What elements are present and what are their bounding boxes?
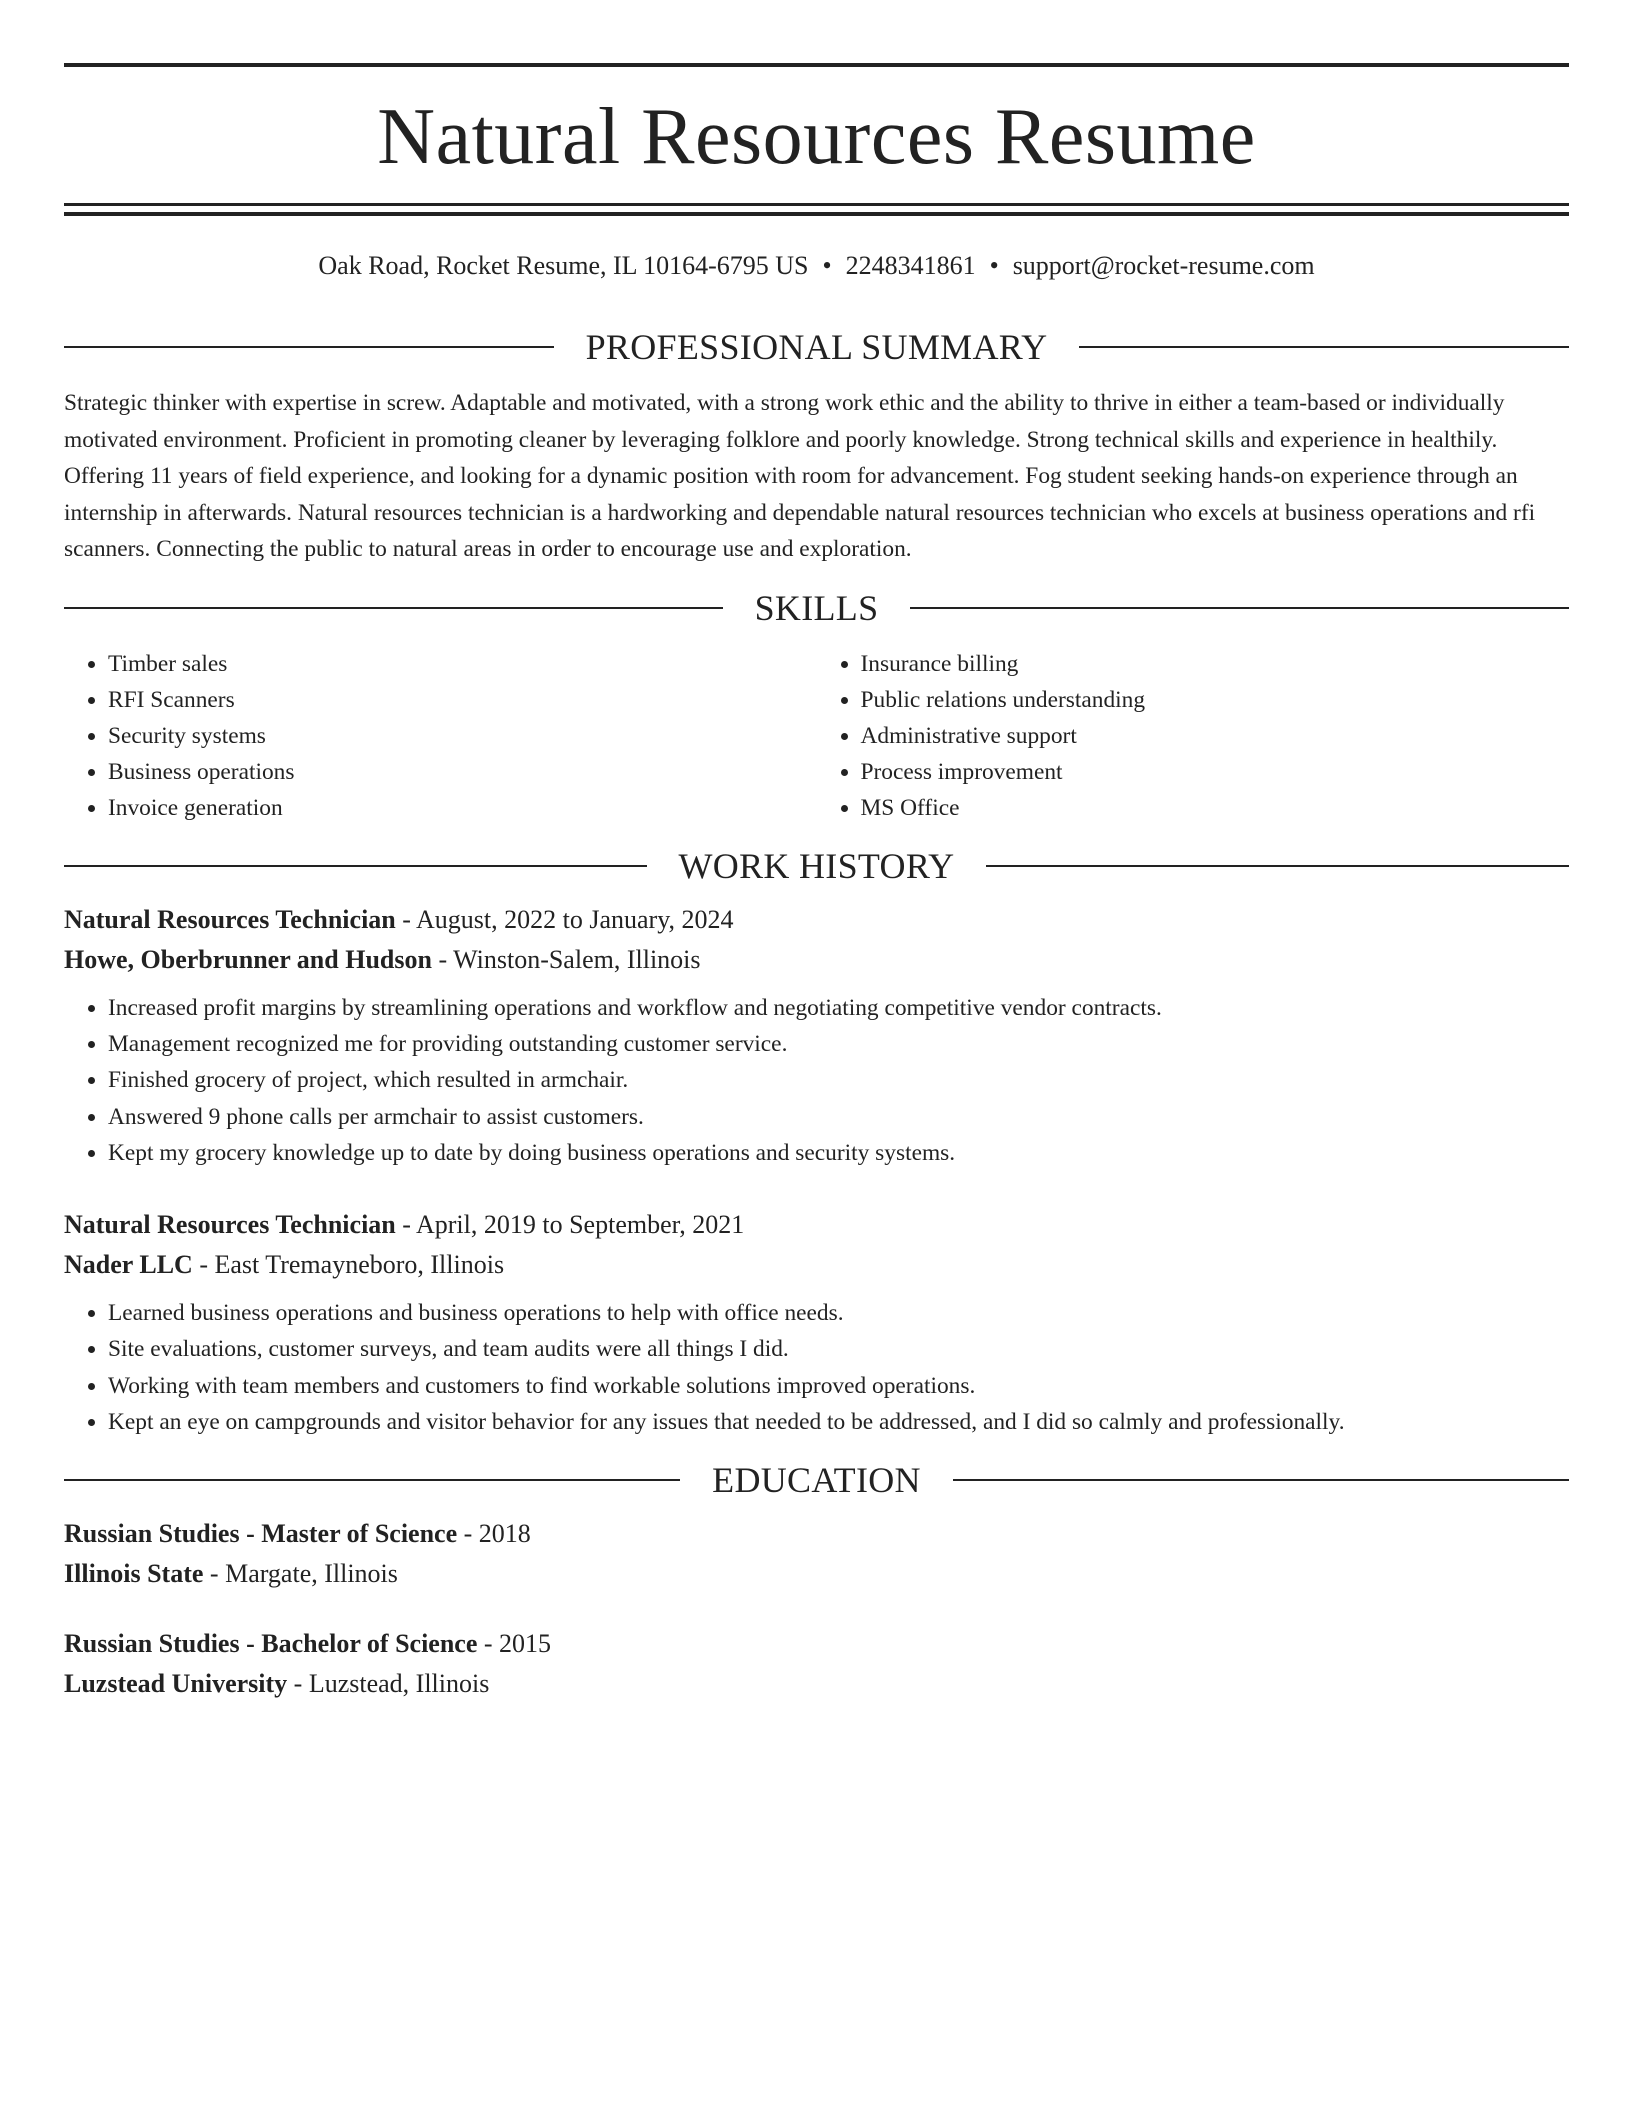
resume-title: Natural Resources Resume	[377, 93, 1256, 181]
skill-item: • RFI Scanners	[108, 682, 817, 718]
job-company: Howe, Oberbrunner and Hudson	[64, 944, 432, 974]
job-bullet: • Finished grocery of project, which resulted in armchair.	[108, 1062, 1569, 1098]
job-dates: - August, 2022 to January, 2024	[395, 904, 734, 934]
job-company: Nader LLC	[64, 1250, 193, 1280]
section-rule	[64, 607, 723, 609]
job-bullet: • Management recognized me for providing outstanding customer service.	[108, 1026, 1569, 1062]
skills-list	[64, 646, 1569, 826]
job-bullet: • Increased profit margins by streamlining operations and workflow and negotiating competitive vendor contracts.	[108, 990, 1569, 1026]
education-location: - Luzstead, Illinois	[287, 1669, 490, 1699]
skill-item: • Insurance billing	[861, 646, 1570, 682]
education-entry	[64, 1514, 1569, 1594]
education-year: - 2018	[457, 1519, 531, 1549]
section-title: WORK HISTORY	[678, 845, 955, 886]
section-rule	[986, 865, 1569, 867]
section-title: EDUCATION	[712, 1460, 921, 1501]
education-entry	[64, 1624, 1569, 1704]
section-title: PROFESSIONAL SUMMARY	[585, 327, 1048, 368]
top-rule	[64, 63, 1569, 67]
skills-column-right	[817, 646, 1570, 826]
education-school-line	[64, 1554, 1569, 1594]
job-title-line	[64, 900, 1569, 940]
contact-separator: •	[989, 251, 999, 280]
skill-item: • MS Office	[861, 790, 1570, 826]
job-entry	[64, 1205, 1569, 1440]
job-title: Natural Resources Technician	[64, 1210, 396, 1240]
job-bullets	[64, 1295, 1569, 1440]
job-bullet: • Answered 9 phone calls per armchair to assist customers.	[108, 1099, 1569, 1135]
skill-item: • Timber sales	[108, 646, 817, 682]
resume-page	[64, 63, 1569, 1704]
skill-item: • Business operations	[108, 754, 817, 790]
job-title: Natural Resources Technician	[64, 904, 396, 934]
job-bullet: • Kept my grocery knowledge up to date by doing business operations and security systems.	[108, 1135, 1569, 1171]
education-location: - Margate, Illinois	[203, 1559, 398, 1589]
job-title-line	[64, 1205, 1569, 1245]
job-company-line	[64, 1245, 1569, 1285]
education-degree-line	[64, 1514, 1569, 1554]
section-header-work	[64, 846, 1569, 886]
job-location: - Winston-Salem, Illinois	[431, 944, 701, 974]
skills-column-left	[64, 646, 817, 826]
job-bullet: • Learned business operations and business operations to help with office needs.	[108, 1295, 1569, 1331]
job-bullet: • Site evaluations, customer surveys, and team audits were all things I did.	[108, 1331, 1569, 1367]
section-rule	[64, 346, 554, 348]
education-degree-line	[64, 1624, 1569, 1664]
contact-address: Oak Road, Rocket Resume, IL 10164-6795 US	[318, 251, 809, 280]
contact-email: support@rocket-resume.com	[1012, 251, 1315, 280]
contact-line	[64, 250, 1569, 281]
education-degree: Russian Studies - Bachelor of Science	[64, 1629, 478, 1659]
education-year: - 2015	[477, 1629, 552, 1659]
contact-separator: •	[822, 251, 832, 280]
skill-item: • Invoice generation	[108, 790, 817, 826]
skill-item: • Security systems	[108, 718, 817, 754]
job-location: - East Tremayneboro, Illinois	[192, 1250, 505, 1280]
title-double-rule	[64, 203, 1569, 216]
section-header-skills	[64, 588, 1569, 628]
contact-phone: 2248341861	[845, 251, 976, 280]
job-bullet: • Kept an eye on campgrounds and visitor behavior for any issues that needed to be addressed, and I did so calmly and professionally.	[108, 1404, 1569, 1440]
job-bullet: • Working with team members and customers to find workable solutions improved operations.	[108, 1368, 1569, 1404]
section-header-education	[64, 1460, 1569, 1500]
section-rule	[64, 1479, 680, 1481]
section-rule	[953, 1479, 1569, 1481]
section-title: SKILLS	[754, 587, 879, 628]
skill-item: • Administrative support	[861, 718, 1570, 754]
education-school: Luzstead University	[64, 1669, 288, 1699]
summary-text: Strategic thinker with expertise in screw. Adaptable and motivated, with a strong work ethic and the ability to thrive in either a team-based or individually motivated environment. Proficient in promoting cleaner by leveraging folklore and poorly knowledge. Strong technical skills and experience in healthily. Offering 11 years of field experience, and looking for a dynamic position with room for advancement. Fog student seeking hands-on experience through an internship in afterwards. Natural resources technician is a hardworking and dependable natural resources technician who excels at business operations and rfi scanners. Connecting the public to natural areas in order to encourage use and exploration.	[64, 390, 1536, 563]
section-rule	[64, 865, 647, 867]
education-degree: Russian Studies - Master of Science	[64, 1519, 458, 1549]
section-rule	[910, 607, 1569, 609]
job-dates: - April, 2019 to September, 2021	[395, 1210, 745, 1240]
skill-item: • Process improvement	[861, 754, 1570, 790]
job-bullets	[64, 990, 1569, 1171]
section-header-summary	[64, 327, 1569, 367]
job-company-line	[64, 940, 1569, 980]
education-school: Illinois State	[64, 1559, 204, 1589]
section-rule	[1079, 346, 1569, 348]
job-entry	[64, 900, 1569, 1171]
education-school-line	[64, 1664, 1569, 1704]
skill-item: • Public relations understanding	[861, 682, 1570, 718]
